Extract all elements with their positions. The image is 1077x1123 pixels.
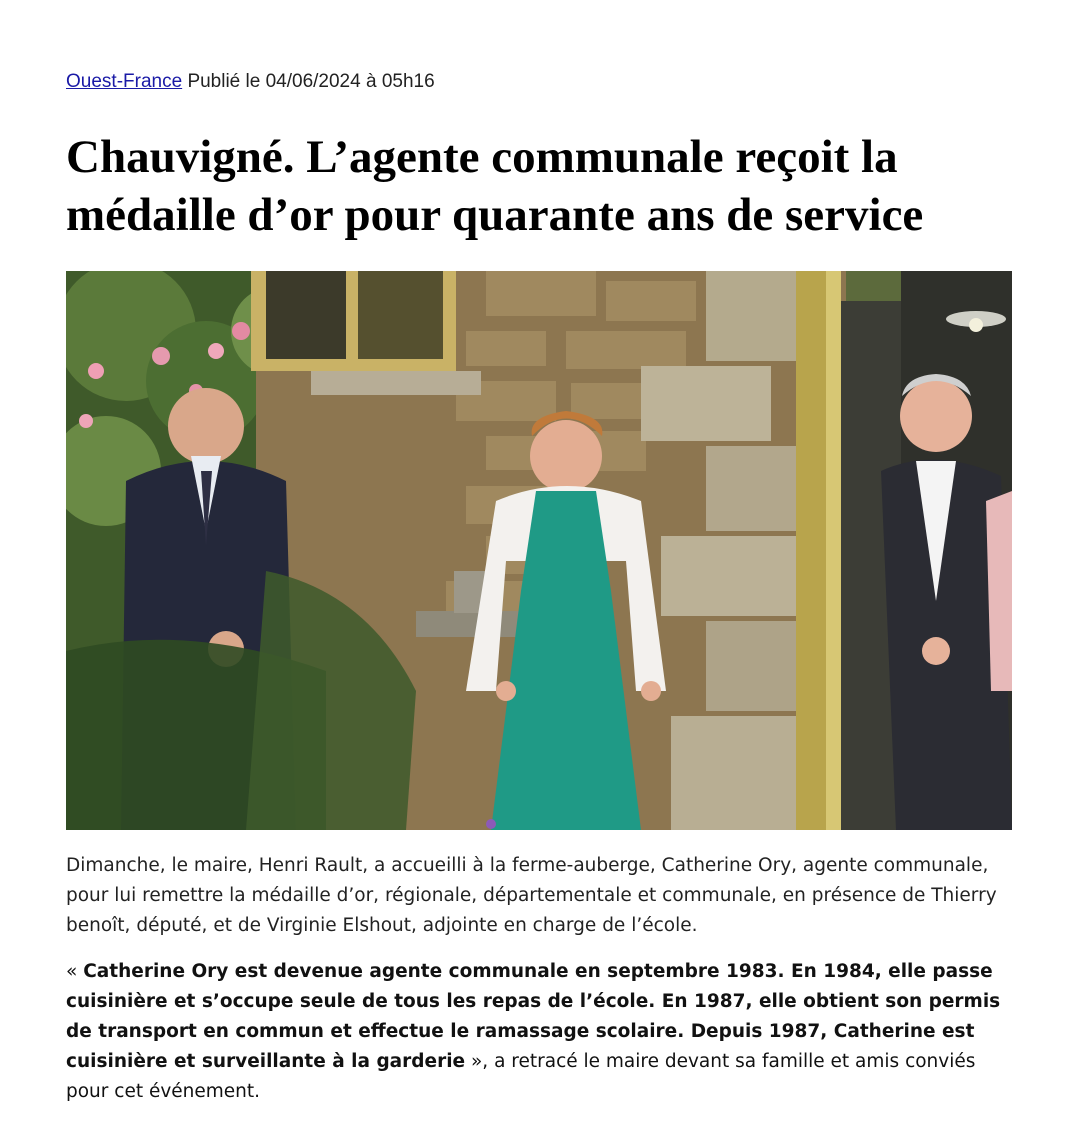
publish-date: Publié le 04/06/2024 à 05h16: [187, 71, 435, 92]
source-link[interactable]: Ouest-France: [66, 71, 183, 92]
article-quote: [66, 957, 1012, 1107]
article-photo: [66, 271, 1012, 830]
photo-caption: Dimanche, le maire, Henri Rault, a accueilli à la ferme-auberge, Catherine Ory, agente communale, pour lui remettre la médaille d’or, régionale, départementale et communale, en présence de Thierry benoît, député, et de Virginie Elshout, adjointe en charge de l’école.: [66, 855, 997, 936]
article-meta: [66, 71, 435, 93]
headline-line-2: médaille d’or pour quarante ans de service: [66, 189, 924, 241]
quote-rest-text: », a retracé le maire devant sa famille et amis conviés pour cet événement.: [66, 1051, 976, 1102]
article-headline: [66, 128, 1012, 244]
headline-line-1: Chauvigné. L’agente communale reçoit la: [66, 131, 898, 183]
quote-bold-text: Catherine Ory est devenue agente communale en septembre 1983. En 1984, elle passe cuisinière et s’occupe seule de tous les repas de l’école. En 1987, elle obtient son permis de transport en commun et effectue le ramassage scolaire. Depuis 1987, Catherine est cuisinière et surveillante à la garderie: [66, 961, 1001, 1072]
quote-open-mark: «: [66, 961, 84, 982]
